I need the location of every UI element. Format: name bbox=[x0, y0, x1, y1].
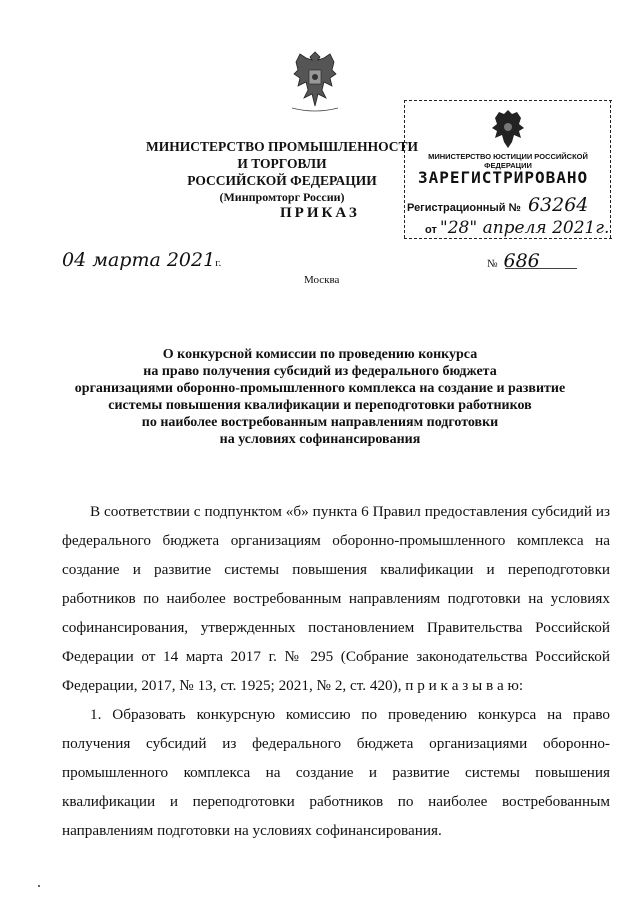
title-line-3: организациями оборонно-промышленного комплекса на создание и развитие bbox=[74, 381, 566, 396]
body-paragraph-1: В соответствии с подпунктом «б» пункта 6 Правил предоставления субсидий из федерального бюджета организациям оборонно-промышленного комплекса на создание и развитие системы повышения квалификации и переподготовки работников по наиболее востребованным направлениям подготовки на условиях софинансирования, утвержденных постановлением Правительства Российской Федерации от 14 марта 2017 г. № 295 (Собрание законодательства Российской Федерации, 2017, № 13, ст. 1925; 2021, № 2, ст. 420), п р и к а з ы в а ю: bbox=[62, 503, 610, 694]
document-title bbox=[70, 346, 570, 448]
stamp-border-right bbox=[610, 100, 611, 238]
order-number-underline bbox=[505, 268, 577, 269]
title-line-1: О конкурсной комиссии по проведению конкурса bbox=[162, 347, 478, 362]
ministry-name-line1: МИНИСТЕРСТВО ПРОМЫШЛЕННОСТИ И ТОРГОВЛИ bbox=[145, 139, 419, 171]
order-number-value: 686 bbox=[503, 250, 540, 272]
stamp-reg-number bbox=[407, 194, 588, 216]
stamp-date-prefix: от bbox=[425, 224, 437, 236]
ministry-short-name: (Минпромторг России) bbox=[219, 190, 345, 204]
title-line-2: на право получения субсидий из федерального бюджета bbox=[143, 364, 497, 379]
stamp-border-bottom bbox=[404, 238, 612, 239]
document-type: ПРИКАЗ bbox=[280, 205, 360, 221]
stamp-ministry: МИНИСТЕРСТВО ЮСТИЦИИ РОССИЙСКОЙ ФЕДЕРАЦИИ bbox=[428, 152, 588, 170]
stamp-reg-label: Регистрационный № bbox=[407, 202, 521, 214]
coat-of-arms-icon bbox=[288, 48, 342, 114]
stamp-border-top bbox=[404, 100, 612, 101]
title-line-5: по наиболее востребованным направлениям подготовки bbox=[141, 415, 499, 430]
stamp-registered: ЗАРЕГИСТРИРОВАНО bbox=[418, 168, 589, 187]
stamp-border-left bbox=[404, 100, 405, 238]
stamp-date-value: "28" апреля 2021г. bbox=[439, 218, 610, 238]
stamp-emblem-icon bbox=[487, 107, 529, 151]
body-paragraph-2: 1. Образовать конкурсную комиссию по проведению конкурса на право получения субсидий из федерального бюджета организациями оборонно-промышленного комплекса на создание и развитие системы повышения квалификации и переподготовки работников по наиболее востребованным направлениям подготовки на условиях софинансирования. bbox=[62, 706, 610, 839]
document-body bbox=[62, 497, 610, 845]
ministry-name-line2: РОССИЙСКОЙ ФЕДЕРАЦИИ bbox=[187, 173, 377, 188]
stamp-reg-number-value: 63264 bbox=[527, 194, 589, 216]
title-line-6: на условиях софинансирования bbox=[219, 432, 421, 447]
stamp-date bbox=[425, 218, 609, 238]
scan-speck bbox=[38, 885, 40, 887]
title-line-4: системы повышения квалификации и переподготовки работников bbox=[108, 398, 532, 413]
order-date-suffix: г. bbox=[215, 257, 222, 269]
order-date-value: 04 марта 2021 bbox=[62, 249, 216, 271]
order-date bbox=[62, 249, 221, 271]
ministry-header bbox=[140, 138, 424, 206]
order-number-label: № bbox=[487, 258, 498, 270]
city: Москва bbox=[304, 274, 340, 286]
